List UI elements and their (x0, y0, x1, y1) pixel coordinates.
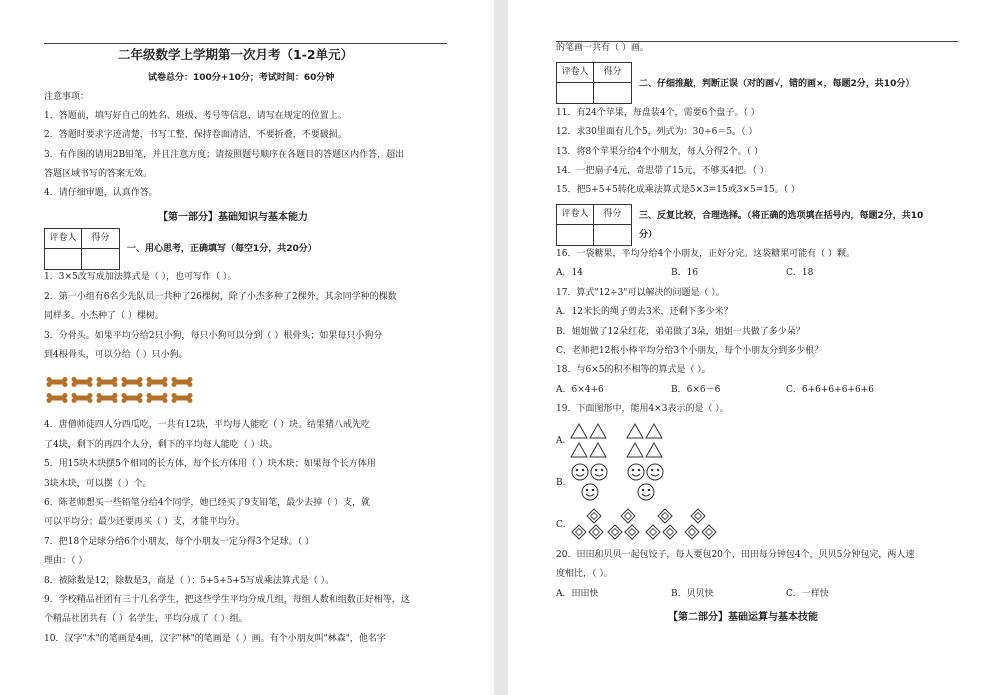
score-label: 得分 (594, 63, 631, 83)
exam-page-right (508, 0, 1005, 695)
grader-label: 评卷人 (557, 63, 594, 83)
section2-title: 二、仔细推敲，判断正误（对的画√，错的画×，每题2分，共10分） (639, 79, 915, 89)
question-11: 11．有24个苹果，每盘装4个，需要6个盘子。（ ） (556, 108, 760, 118)
question-12: 12．求30里面有几个5，列式为：30÷6＝5。（ ） (556, 127, 758, 137)
q16-option-b: B．16 (671, 268, 699, 278)
question-10-cont: 的笔画一共有（ ）画。 (556, 43, 649, 53)
notice-3: 3．有作图的请用2B铅笔，并且注意方度；请按照题号顺序在各题目的答题区内作答，超出 (44, 150, 405, 160)
question-7-reason: 理由：（ ） (44, 556, 88, 566)
diamonds-figure (570, 507, 720, 541)
grader-label: 评卷人 (45, 229, 82, 249)
q19-label-c: C. (556, 520, 566, 530)
question-5-cont: 3块木块，可以摆（ ）个。 (44, 479, 152, 489)
score-label: 得分 (82, 229, 119, 249)
grader-cell[interactable] (557, 83, 594, 103)
smiley-faces-figure (570, 462, 670, 504)
grader-label: 评卷人 (557, 205, 594, 225)
question-3: 3．分骨头。如果平均分给2只小狗，每只小狗可以分到（ ）根骨头；如果每只小狗分 (44, 331, 383, 341)
question-8: 8．被除数是12，除数是3，商是（ ）；5+5+5+5写成乘法算式是（ ）。 (44, 576, 335, 586)
notice-1: 1．答题前，填写好自己的姓名、班级、考号等信息，请写在规定的位置上。 (44, 111, 347, 121)
score-cell[interactable] (82, 249, 119, 269)
grader-box-3 (556, 204, 632, 246)
q19-label-a: A. (556, 436, 566, 446)
exam-meta: 试卷总分：100分+10分；考试时间：60分钟 (148, 73, 335, 83)
question-2: 2．第一小组有6名少先队员一共种了26棵树，除了小杰多种了2棵外，其余同学种的棵数 (44, 292, 397, 302)
q18-option-c: C．6+6+6+6+6+6 (786, 385, 874, 395)
part1-title: 【第一部分】基础知识与基本能力 (158, 212, 308, 223)
question-10: 10．汉字"木"的笔画是4画，汉字"林"的笔画是（ ）画。有个小朋友叫"林森"，他名字 (44, 634, 386, 644)
top-rule-right (556, 41, 958, 42)
exam-title: 二年级数学上学期第一次月考（1-2单元） (118, 47, 354, 62)
notice-3-cont: 答题区域书写的答案无效。 (44, 169, 153, 179)
part2-title: 【第二部分】基础运算与基本技能 (668, 612, 818, 623)
bones-figure (46, 376, 196, 404)
triangles-figure (570, 422, 670, 460)
question-15: 15．把5+5+5转化成乘法算式是5×3=15或3×5=15。（ ） (556, 185, 801, 195)
question-18: 18．与6×5的积不相等的算式是（ ）。 (556, 365, 711, 375)
q19-label-b: B. (556, 478, 566, 488)
section3-title-cont: 分） (639, 230, 658, 240)
question-1: 1．3×5改写成加法算式是（ ），也可写作（ ）。 (44, 272, 237, 282)
notice-2: 2．答题时要求字迹清楚，书写工整，保持卷面清洁，不要折叠，不要破损。 (44, 130, 347, 140)
q17-option-c: C．老师把12根小棒平均分给3个小朋友，每个小朋友分到多少根？ (556, 346, 824, 356)
grader-cell[interactable] (45, 249, 82, 269)
score-cell[interactable] (594, 83, 631, 103)
q16-option-c: C．18 (786, 268, 814, 278)
question-20-cont: 度相比，（ ）。 (556, 569, 613, 579)
question-9-cont: 个精品社团共有（ ）名学生，平均分成了（ ）组。 (44, 614, 248, 624)
exam-page-left (0, 0, 494, 695)
top-rule (44, 43, 447, 44)
question-9: 9．学校精品社团有三十几名学生，把这些学生平均分成几组，每组人数和组数正好相等，这 (44, 595, 410, 605)
q17-option-b: B．姐姐做了12朵红花，弟弟做了3朵，姐姐一共做了多少朵？ (556, 327, 805, 337)
question-17: 17．算式"12÷3"可以解决的问题是（ ）。 (556, 288, 725, 298)
section3-title: 三、反复比较，合理选择。（将正确的选项填在括号内，每题2分，共10 (639, 211, 924, 221)
score-cell[interactable] (594, 225, 631, 245)
score-label: 得分 (594, 205, 631, 225)
question-4: 4．唐僧师徒四人分西瓜吃，一共有12块，平均每人能吃（ ）块。结果猪八戒先吃 (44, 420, 371, 430)
question-3-cont: 到4根骨头，可以分给（ ）只小狗。 (44, 350, 188, 360)
q20-option-a: A．田田快 (556, 589, 599, 599)
question-19: 19．下面图形中，能用4×3表示的是（ ）。 (556, 404, 729, 414)
question-5: 5．用15块木块摆5个相同的长方体，每个长方体用（ ）块木块；如果每个长方体用 (44, 459, 376, 469)
question-20: 20．田田和贝贝一起包饺子，每人要包20个，田田每分钟包4个，贝贝5分钟包完，两人速 (556, 550, 915, 560)
question-6: 6．陈老师想买一些铅笔分给4个同学，她已经买了9支铅笔，最少去掉（ ）支，就 (44, 498, 371, 508)
grader-box (44, 228, 120, 270)
q17-option-a: A．12米长的绳子剪去3米，还剩下多少米？ (556, 307, 733, 317)
q18-option-b: B．6×6－6 (671, 385, 721, 395)
notice-4: 4．请仔细审题，认真作答。 (44, 188, 158, 198)
question-2-cont: 同样多。小杰种了（ ）棵树。 (44, 311, 164, 321)
q20-option-c: C．一样快 (786, 589, 829, 599)
section1-title: 一、用心思考，正确填写（每空1分，共20分） (127, 244, 317, 254)
q18-option-a: A．6×4+6 (556, 385, 604, 395)
question-14: 14．一把扇子4元，奇思带了15元，不够买4把。（ ） (556, 166, 769, 176)
q20-option-b: B．贝贝快 (671, 589, 714, 599)
grader-box-2 (556, 62, 632, 104)
page-gap (494, 0, 508, 695)
question-13: 13．将8个苹果分给4个小朋友，每人分得2个。（ ） (556, 147, 763, 157)
question-16: 16．一袋糖果，平均分给4个小朋友，正好分完。这袋糖果可能有（ ）颗。 (556, 249, 856, 259)
q16-option-a: A．14 (556, 268, 583, 278)
bone-icon (46, 376, 196, 404)
grader-cell[interactable] (557, 225, 594, 245)
question-7: 7．把18个足球分给6个小朋友，每个小朋友一定分得3个足球。（ ） (44, 537, 314, 547)
question-4-cont: 了4块，剩下的再四个人分，剩下的平均每人能吃（ ）块。 (44, 440, 278, 450)
question-6-cont: 可以平均分；最少还要再买（ ）支，才能平均分。 (44, 517, 245, 527)
notice-title: 注意事项： (44, 92, 90, 102)
